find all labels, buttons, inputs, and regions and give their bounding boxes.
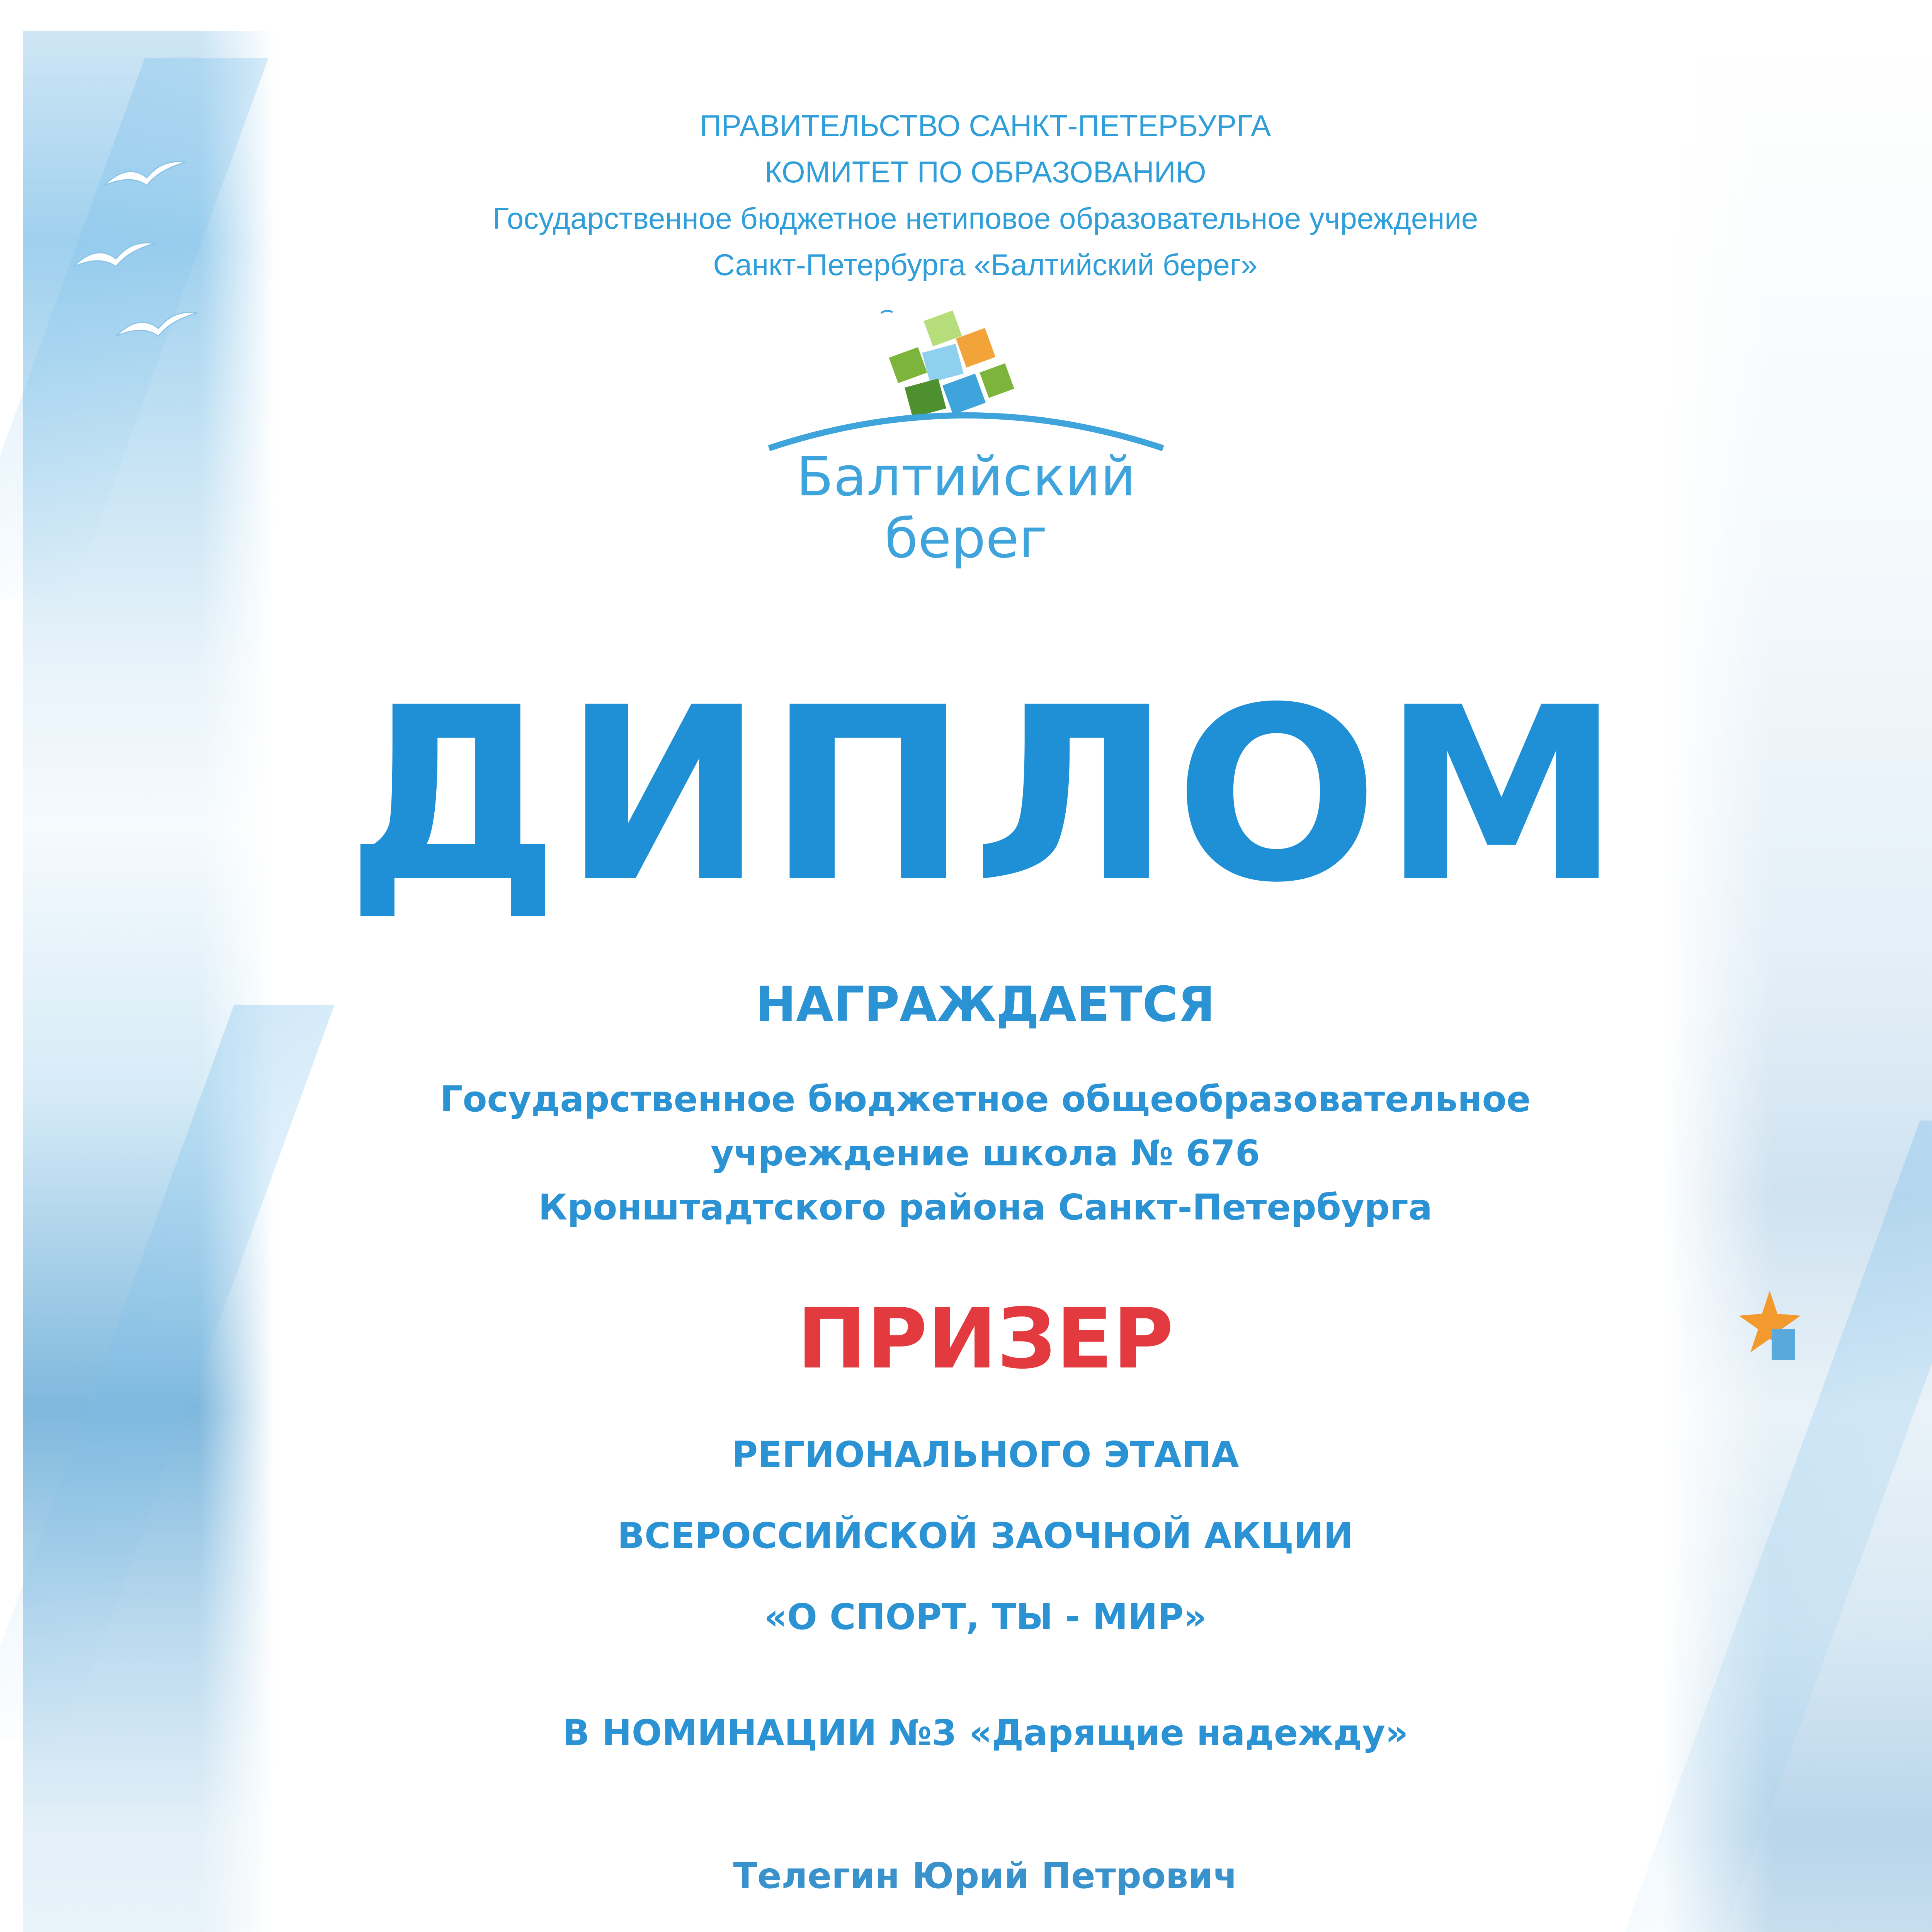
seagull-icon (112, 305, 201, 348)
logo-text-line2: берег (884, 507, 1048, 570)
header-institution-name: Санкт-Петербурга «Балтийский берег» (713, 248, 1258, 282)
competition-line1: РЕГИОНАЛЬНОГО ЭТАПА (731, 1434, 1239, 1475)
organization-line2: учреждение школа № 676 (711, 1133, 1260, 1174)
header-government: ПРАВИТЕЛЬСТВО САНКТ-ПЕТЕРБУРГА (699, 109, 1271, 143)
diploma-title: ДИПЛОМ (346, 656, 1625, 935)
competition-line3: «О СПОРТ, ТЫ - МИР» (764, 1596, 1207, 1638)
seagull-icon (100, 155, 189, 197)
awardee-name: Телегин Юрий Петрович (733, 1855, 1238, 1896)
awarded-label: НАГРАЖДАЕТСЯ (755, 976, 1215, 1032)
seagull-icon (70, 236, 158, 278)
organization-line3: Кронштадтского района Санкт-Петербурга (538, 1187, 1432, 1228)
prize-label: ПРИЗЕР (797, 1290, 1174, 1387)
nomination-text: В НОМИНАЦИИ №3 «Дарящие надежду» (562, 1712, 1408, 1753)
star-marker-icon (1735, 1287, 1804, 1364)
competition-line2: ВСЕРОССИЙСКОЙ ЗАОЧНОЙ АКЦИИ (617, 1515, 1354, 1556)
header-institution: Государственное бюджетное нетиповое образовательное учреждение (492, 201, 1478, 235)
organization-line1: Государственное бюджетное общеобразовательное (440, 1078, 1531, 1120)
logo-text-line1: Балтийский (796, 446, 1136, 509)
header-committee: КОМИТЕТ ПО ОБРАЗОВАНИЮ (764, 155, 1206, 189)
